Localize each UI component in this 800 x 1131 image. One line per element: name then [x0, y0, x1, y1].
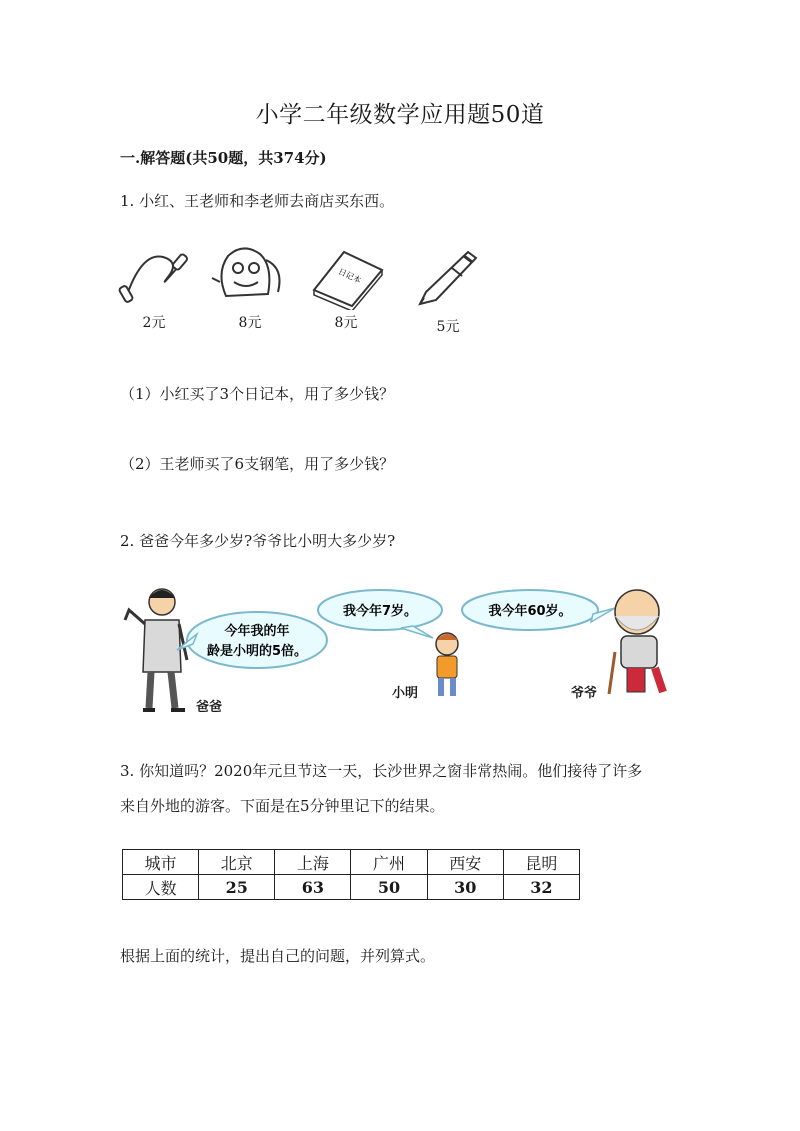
price-jump-rope: 2元	[142, 315, 166, 331]
bubble-grandpa: 我今年60岁。	[488, 604, 572, 619]
table-cell: 广州	[351, 850, 427, 875]
question-2-stem: 2. 爸爸今年多少岁?爷爷比小明大多少岁?	[120, 532, 396, 550]
label-dad: 爸爸	[196, 700, 223, 715]
table-cell: 25	[199, 875, 275, 900]
grandpa-figure	[609, 590, 663, 694]
table-cell: 人数	[123, 875, 199, 900]
question-1-sub-1: （1）小红买了3个日记本，用了多少钱？	[120, 385, 395, 403]
visitor-table	[122, 849, 580, 900]
label-grandpa: 爷爷	[571, 686, 598, 701]
question-3-stem-line-2: 来自外地的游客。下面是在5分钟里记下的结果。	[120, 797, 445, 815]
question-1-sub-2: （2）王老师买了6支钢笔，用了多少钱？	[120, 455, 395, 473]
bubble-dad-line-1: 今年我的年	[224, 624, 290, 639]
section-heading: 一.解答题(共50题，共374分)	[120, 149, 327, 167]
question-3-stem-line-1: 3. 你知道吗？2020年元旦节这一天，长沙世界之窗非常热闹。他们接待了许多	[120, 762, 643, 780]
notebook-label: 日记本	[336, 266, 363, 286]
table-cell: 32	[503, 875, 579, 900]
xiaoming-figure	[436, 633, 458, 696]
page-title: 小学二年级数学应用题50道	[255, 102, 545, 128]
price-pen: 5元	[436, 319, 460, 335]
table-cell: 30	[427, 875, 503, 900]
table-cell: 北京	[199, 850, 275, 875]
backpack-icon	[208, 238, 288, 308]
price-notebook: 8元	[334, 315, 358, 331]
notebook-icon	[308, 240, 388, 310]
table-cell: 上海	[275, 850, 351, 875]
question-1-stem: 1. 小红、王老师和李老师去商店买东西。	[120, 192, 395, 210]
bubble-ming: 我今年7岁。	[342, 604, 418, 619]
table-cell: 50	[351, 875, 427, 900]
label-ming: 小明	[392, 686, 419, 701]
price-backpack: 8元	[238, 315, 262, 331]
table-cell: 城市	[123, 850, 199, 875]
table-cell: 昆明	[503, 850, 579, 875]
pen-icon	[410, 244, 490, 314]
table-row	[123, 850, 580, 875]
table-row	[123, 875, 580, 900]
table-cell: 63	[275, 875, 351, 900]
table-cell: 西安	[427, 850, 503, 875]
question-3-prompt: 根据上面的统计，提出自己的问题，并列算式。	[120, 947, 436, 965]
jump-rope-icon	[118, 242, 198, 312]
bubble-dad-line-2: 龄是小明的5倍。	[206, 644, 308, 659]
